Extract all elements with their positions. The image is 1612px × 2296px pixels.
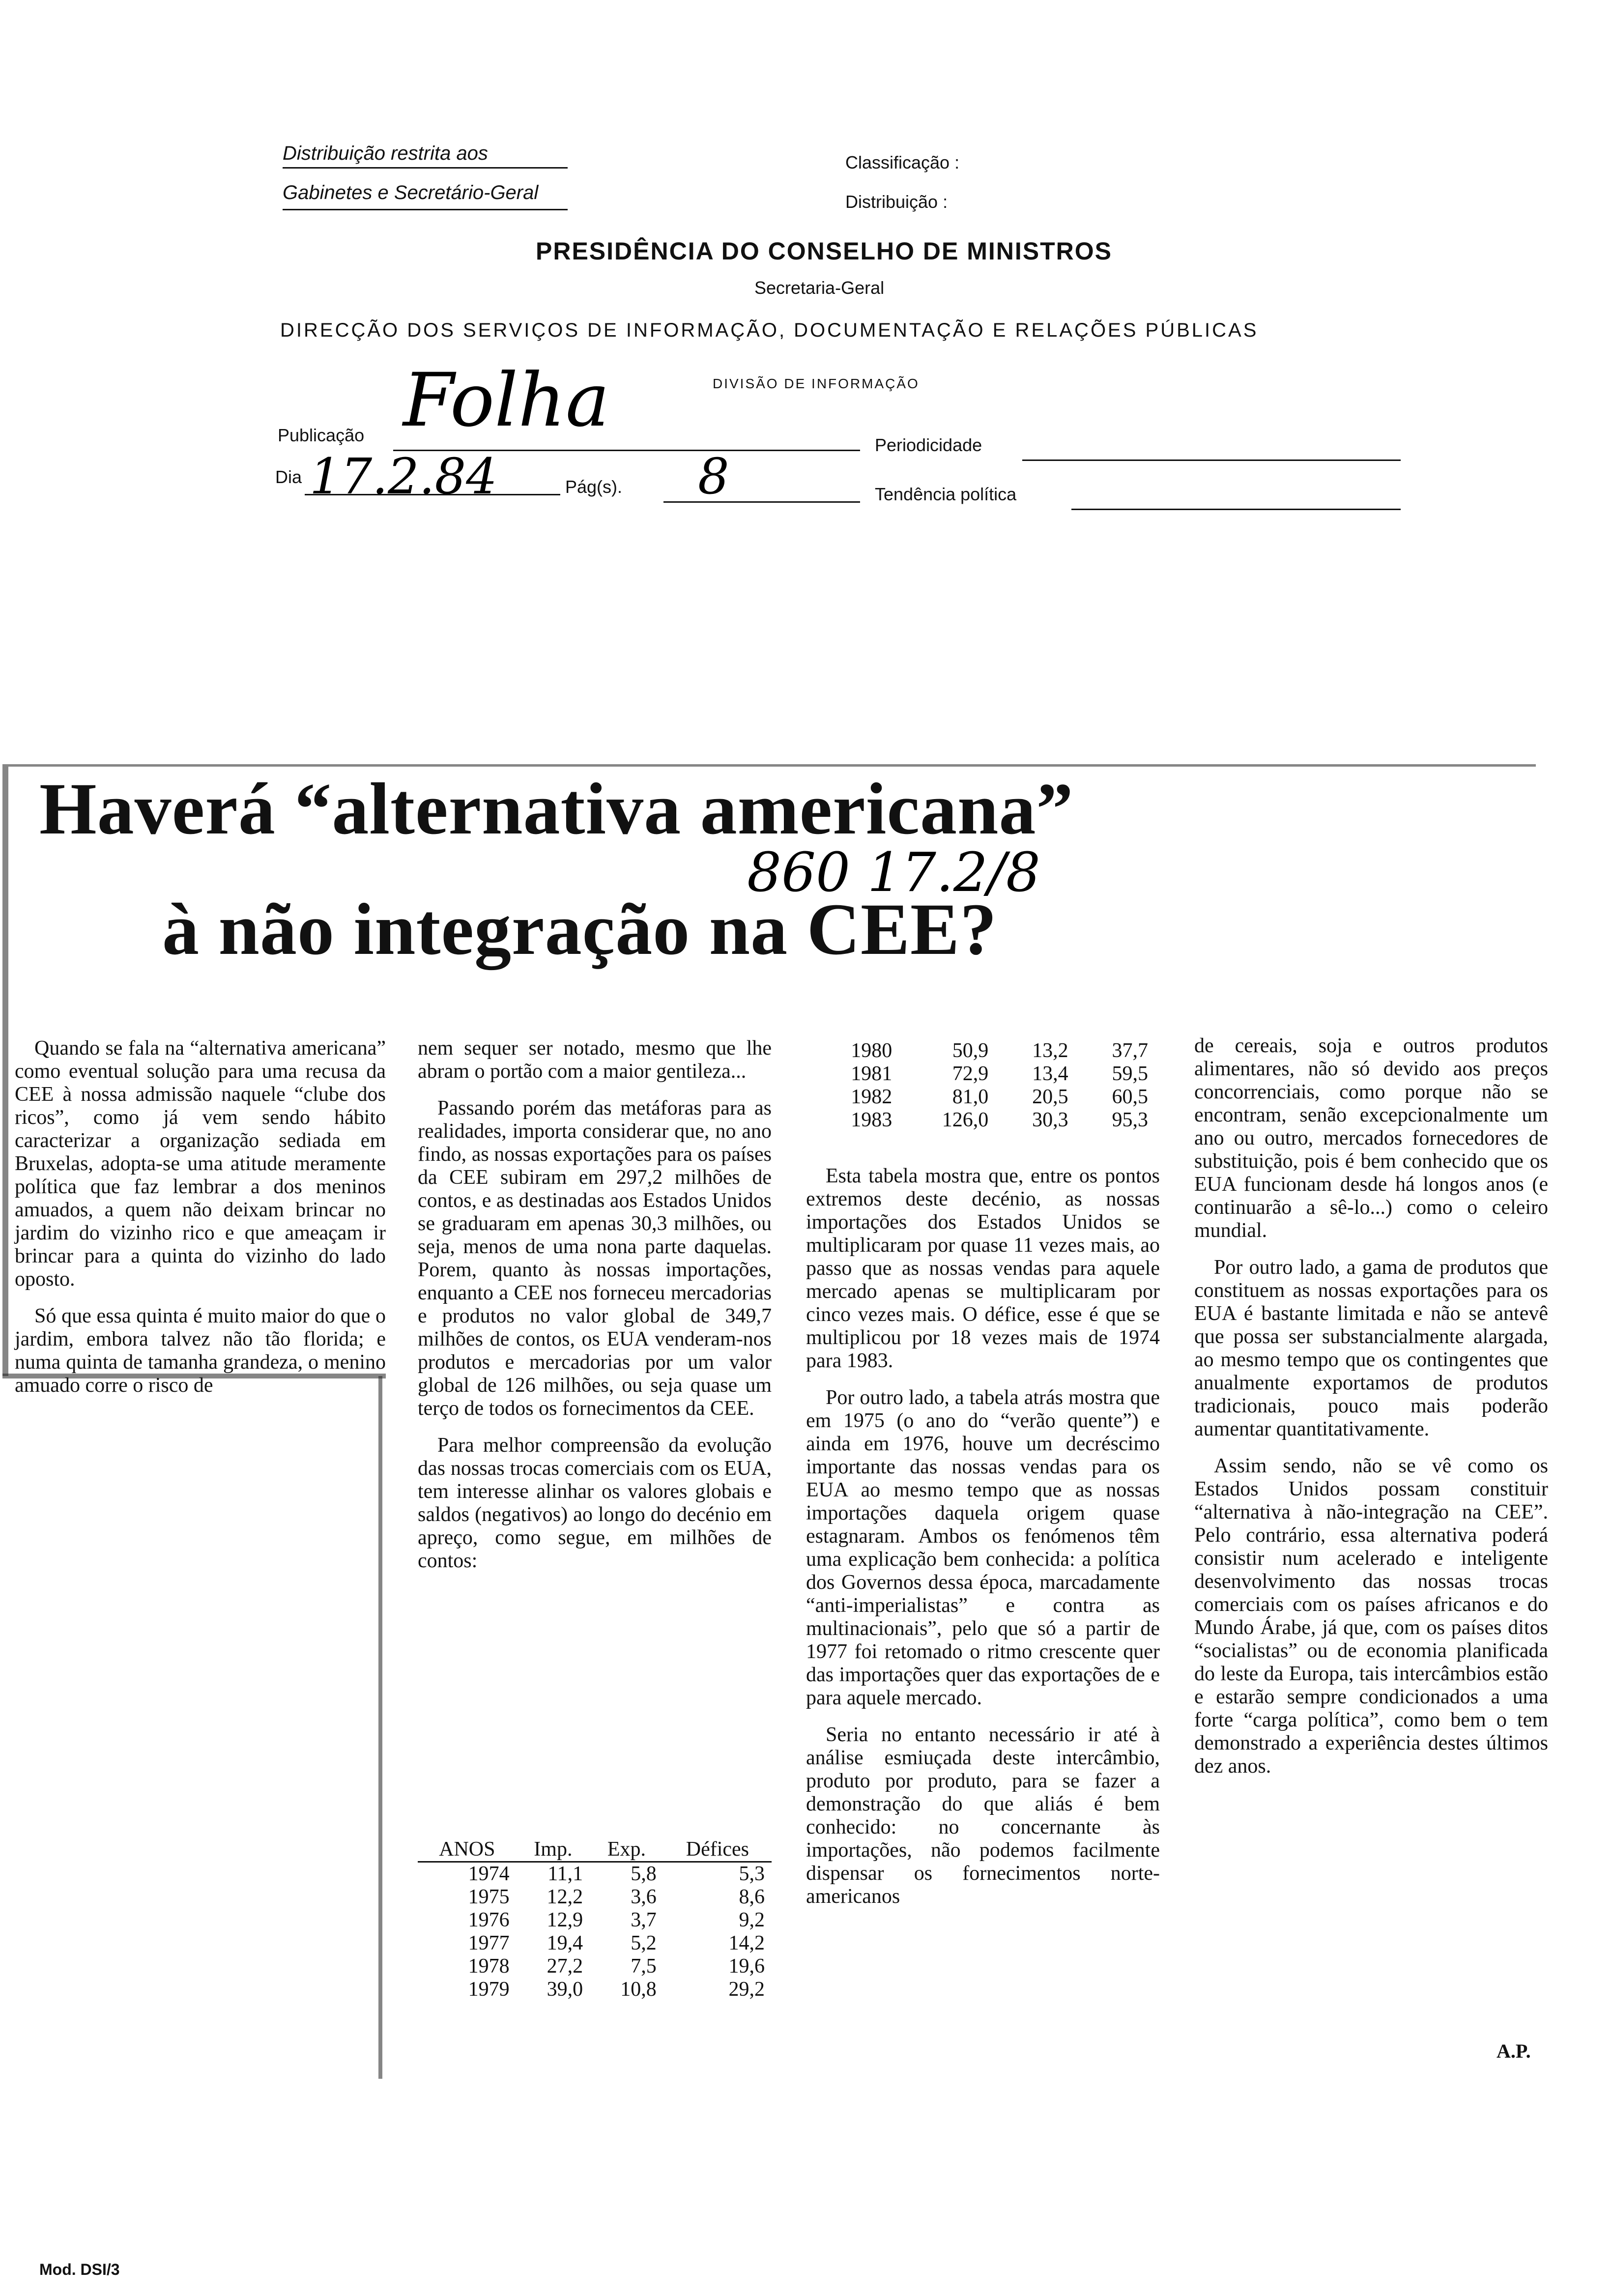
tendency-underline (1071, 509, 1401, 510)
paragraph: Por outro lado, a gama de produtos que constituem as nossas exportações para os EUA é bastante limitada e não se antevê que possa ser substancialmente alargada, ao mesmo tempo que os contingentes que anualmente exportamos de produtos tradicionais, pouco mais poderão aumentar quantitativamente. (1194, 1256, 1548, 1440)
table-header: ANOS (418, 1838, 517, 1862)
periodicity-underline (1022, 459, 1401, 461)
periodicity-label: Periodicidade (875, 435, 982, 455)
handwritten-reference: 860 17.2/8 (747, 841, 1040, 904)
table-row (811, 1109, 1155, 1132)
value-cell: 5,8 (631, 1863, 657, 1885)
year-cell: 1977 (468, 1932, 510, 1954)
value-cell: 95,3 (1112, 1109, 1148, 1131)
year-cell: 1976 (468, 1909, 510, 1931)
clipping-cut-edge (378, 1376, 382, 2079)
table-row (418, 1886, 772, 1909)
page-title: PRESIDÊNCIA DO CONSELHO DE MINISTROS (536, 237, 1113, 265)
paragraph: Passando porém das metáforas para as realidades, importa considerar que, no ano findo, as nossas exportações para os países da CEE subiram em 297,2 milhões de contos, e as destinadas aos Estados Unidos se graduaram em apenas 30,3 milhões, ou seja, menos de uma nona parte daquelas. Porem, quanto às nossas importações, enquanto a CEE nos forneceu mercadorias e produtos no valor global de 349,7 milhões de contos, os EUA venderam-nos produtos e mercadorias por um valor global de 126 milhões, ou seja quase um terço de todos os fornecimentos da CEE. (418, 1097, 772, 1420)
table-header: Défices (663, 1838, 772, 1862)
value-cell: 5,3 (739, 1863, 765, 1885)
value-cell: 37,7 (1112, 1039, 1148, 1062)
publication-value: Folha (403, 358, 610, 443)
article-column-3 (806, 1165, 1160, 1922)
year-cell: 1978 (468, 1955, 510, 1978)
value-cell: 126,0 (942, 1109, 989, 1131)
distribution-restriction-line2: Gabinetes e Secretário-Geral (283, 182, 539, 203)
table-header: Imp. (517, 1838, 590, 1862)
year-cell: 1983 (851, 1109, 892, 1131)
table-header-row (418, 1838, 772, 1862)
table-header: Exp. (590, 1838, 663, 1862)
value-cell: 7,5 (631, 1955, 657, 1978)
value-cell: 29,2 (728, 1978, 765, 2001)
value-cell: 11,1 (547, 1863, 583, 1885)
divider (283, 209, 568, 210)
publication-label: Publicação (278, 425, 365, 445)
value-cell: 9,2 (739, 1909, 765, 1931)
table-row (811, 1086, 1155, 1109)
article-column-2 (418, 1037, 772, 1586)
table-row (811, 1062, 1155, 1086)
year-cell: 1974 (468, 1863, 510, 1885)
distribution-label: Distribuição : (845, 192, 948, 212)
value-cell: 19,6 (728, 1955, 765, 1978)
paragraph: Quando se fala na “alternativa americana” como eventual solução para uma recusa da CEE à nossa admissão naquele “clube dos ricos”, como já vem sendo hábito caracterizar a organização sediada em Bruxelas, adopta-se uma atitude meramente política que faz lembrar a dos meninos amuados, a quem não deixam brincar no jardim do vizinho rico e que ameaçam ir brincar para a quinta do vizinho do lado oposto. (15, 1037, 386, 1291)
pages-label: Pág(s). (565, 477, 623, 497)
value-cell: 72,9 (952, 1062, 989, 1085)
paragraph: Só que essa quinta é muito maior do que o jardim, embora talvez não tão florida; e numa quinta de tamanha grandeza, o menino amuado corre o risco de (15, 1305, 386, 1397)
year-cell: 1982 (851, 1086, 892, 1108)
value-cell: 50,9 (952, 1039, 989, 1062)
value-cell: 30,3 (1032, 1109, 1068, 1131)
tendency-label: Tendência política (875, 484, 1017, 504)
value-cell: 5,2 (631, 1932, 657, 1954)
division-label: DIVISÃO DE INFORMAÇÃO (713, 376, 920, 391)
year-cell: 1981 (851, 1062, 892, 1085)
table-row (418, 1862, 772, 1886)
paragraph: Seria no entanto necessário ir até à análise esmiuçada deste intercâmbio, produto por produto, para se fazer a demonstração do que aliás é bem conhecido: no concernante às importações, não podemos facilmente dispensar os fornecimentos norte-americanos (806, 1723, 1160, 1908)
table-row (811, 1039, 1155, 1062)
value-cell: 60,5 (1112, 1086, 1148, 1108)
form-code: Mod. DSI/3 (39, 2261, 120, 2278)
paragraph: Para melhor compreensão da evolução das nossas trocas comerciais com os EUA, tem interesse alinhar os valores globais e saldos (negativos) ao longo do decénio em apreço, como segue, em milhões de contos: (418, 1434, 772, 1572)
year-cell: 1979 (468, 1978, 510, 2001)
trade-table-1974-1979 (418, 1838, 772, 2001)
paragraph: de cereais, soja e outros produtos alimentares, não só devido aos preços concorrenciais, como porque não se encontram, senão excepcionalmente um ano ou outro, mercados fornecedores de substituição, pois é bem conhecido que os EUA funcionam desde há longos anos (e continuarão a sê-lo...) como o celeiro mundial. (1194, 1034, 1548, 1242)
classification-label: Classificação : (845, 152, 960, 172)
divider (283, 167, 568, 169)
paragraph: Esta tabela mostra que, entre os pontos extremos deste decénio, as nossas importações dos Estados Unidos se multiplicaram por quase 11 vezes mais, ao passo que as nossas vendas para aquele mercado apenas se multiplicaram por cinco vezes mais. O défice, esse é que se multiplicou por 18 vezes mais de 1974 para 1983. (806, 1165, 1160, 1372)
article-column-1 (15, 1037, 386, 1411)
pages-value: 8 (698, 448, 729, 505)
value-cell: 19,4 (547, 1932, 583, 1954)
value-cell: 81,0 (952, 1086, 989, 1108)
day-label: Dia (275, 467, 302, 487)
author-signature: A.P. (1497, 2040, 1531, 2062)
distribution-restriction-line1: Distribuição restrita aos (283, 143, 488, 164)
headline-line1: Haverá “alternativa americana” (39, 768, 1074, 850)
paragraph: Assim sendo, não se vê como os Estados Unidos possam constituir “alternativa à não-integração na CEE”. Pelo contrário, essa alternativa poderá consistir num acelerado e inteligente desenvolvimento das nossas trocas comerciais com os países africanos e do Mundo Árabe, já que, com os países ditos “socialistas” ou de economia planificada do leste da Europa, tais intercâmbios estão e estarão sempre condicionados a uma forte “carga política”, como bem o tem demonstrado a experiência destes últimos dez anos. (1194, 1455, 1548, 1778)
directorate-line: DIRECÇÃO DOS SERVIÇOS DE INFORMAÇÃO, DOCUMENTAÇÃO E RELAÇÕES PÚBLICAS (280, 319, 1259, 341)
table-row (418, 1909, 772, 1932)
year-cell: 1980 (851, 1039, 892, 1062)
pages-underline (663, 501, 860, 503)
article-column-4 (1194, 1034, 1548, 1792)
value-cell: 39,0 (547, 1978, 583, 2001)
day-value: 17.2.84 (310, 448, 497, 505)
value-cell: 8,6 (739, 1886, 765, 1908)
value-cell: 14,2 (728, 1932, 765, 1954)
value-cell: 12,2 (547, 1886, 583, 1908)
paragraph: nem sequer ser notado, mesmo que lhe abram o portão com a maior gentileza... (418, 1037, 772, 1083)
table-row (418, 1978, 772, 2001)
value-cell: 3,7 (631, 1909, 657, 1931)
value-cell: 13,4 (1032, 1062, 1068, 1085)
trade-table-1980-1983 (811, 1039, 1155, 1132)
value-cell: 3,6 (631, 1886, 657, 1908)
table-row (418, 1932, 772, 1955)
value-cell: 12,9 (547, 1909, 583, 1931)
clipping-left-edge (2, 767, 8, 1376)
value-cell: 59,5 (1112, 1062, 1148, 1085)
paragraph: Por outro lado, a tabela atrás mostra que em 1975 (o ano do “verão quente”) e ainda em 1976, houve um decréscimo importante das nossas vendas para os EUA ao mesmo tempo que as nossas importações daquela origem quase estagnaram. Ambos os fenómenos têm uma explicação bem conhecida: a política dos Governos dessa época, marcadamente “anti-imperialistas” e contra as multinacionais”, pelo que só a partir de 1977 foi retomado o ritmo crescente quer das importações quer das exportações de e para aquele mercado. (806, 1386, 1160, 1709)
value-cell: 27,2 (547, 1955, 583, 1978)
value-cell: 10,8 (620, 1978, 657, 2001)
day-underline (305, 494, 560, 495)
value-cell: 13,2 (1032, 1039, 1068, 1062)
headline-line2: à não integração na CEE? (162, 889, 998, 970)
value-cell: 20,5 (1032, 1086, 1068, 1108)
table-row (418, 1955, 772, 1978)
page-subtitle: Secretaria-Geral (754, 278, 885, 298)
year-cell: 1975 (468, 1886, 510, 1908)
